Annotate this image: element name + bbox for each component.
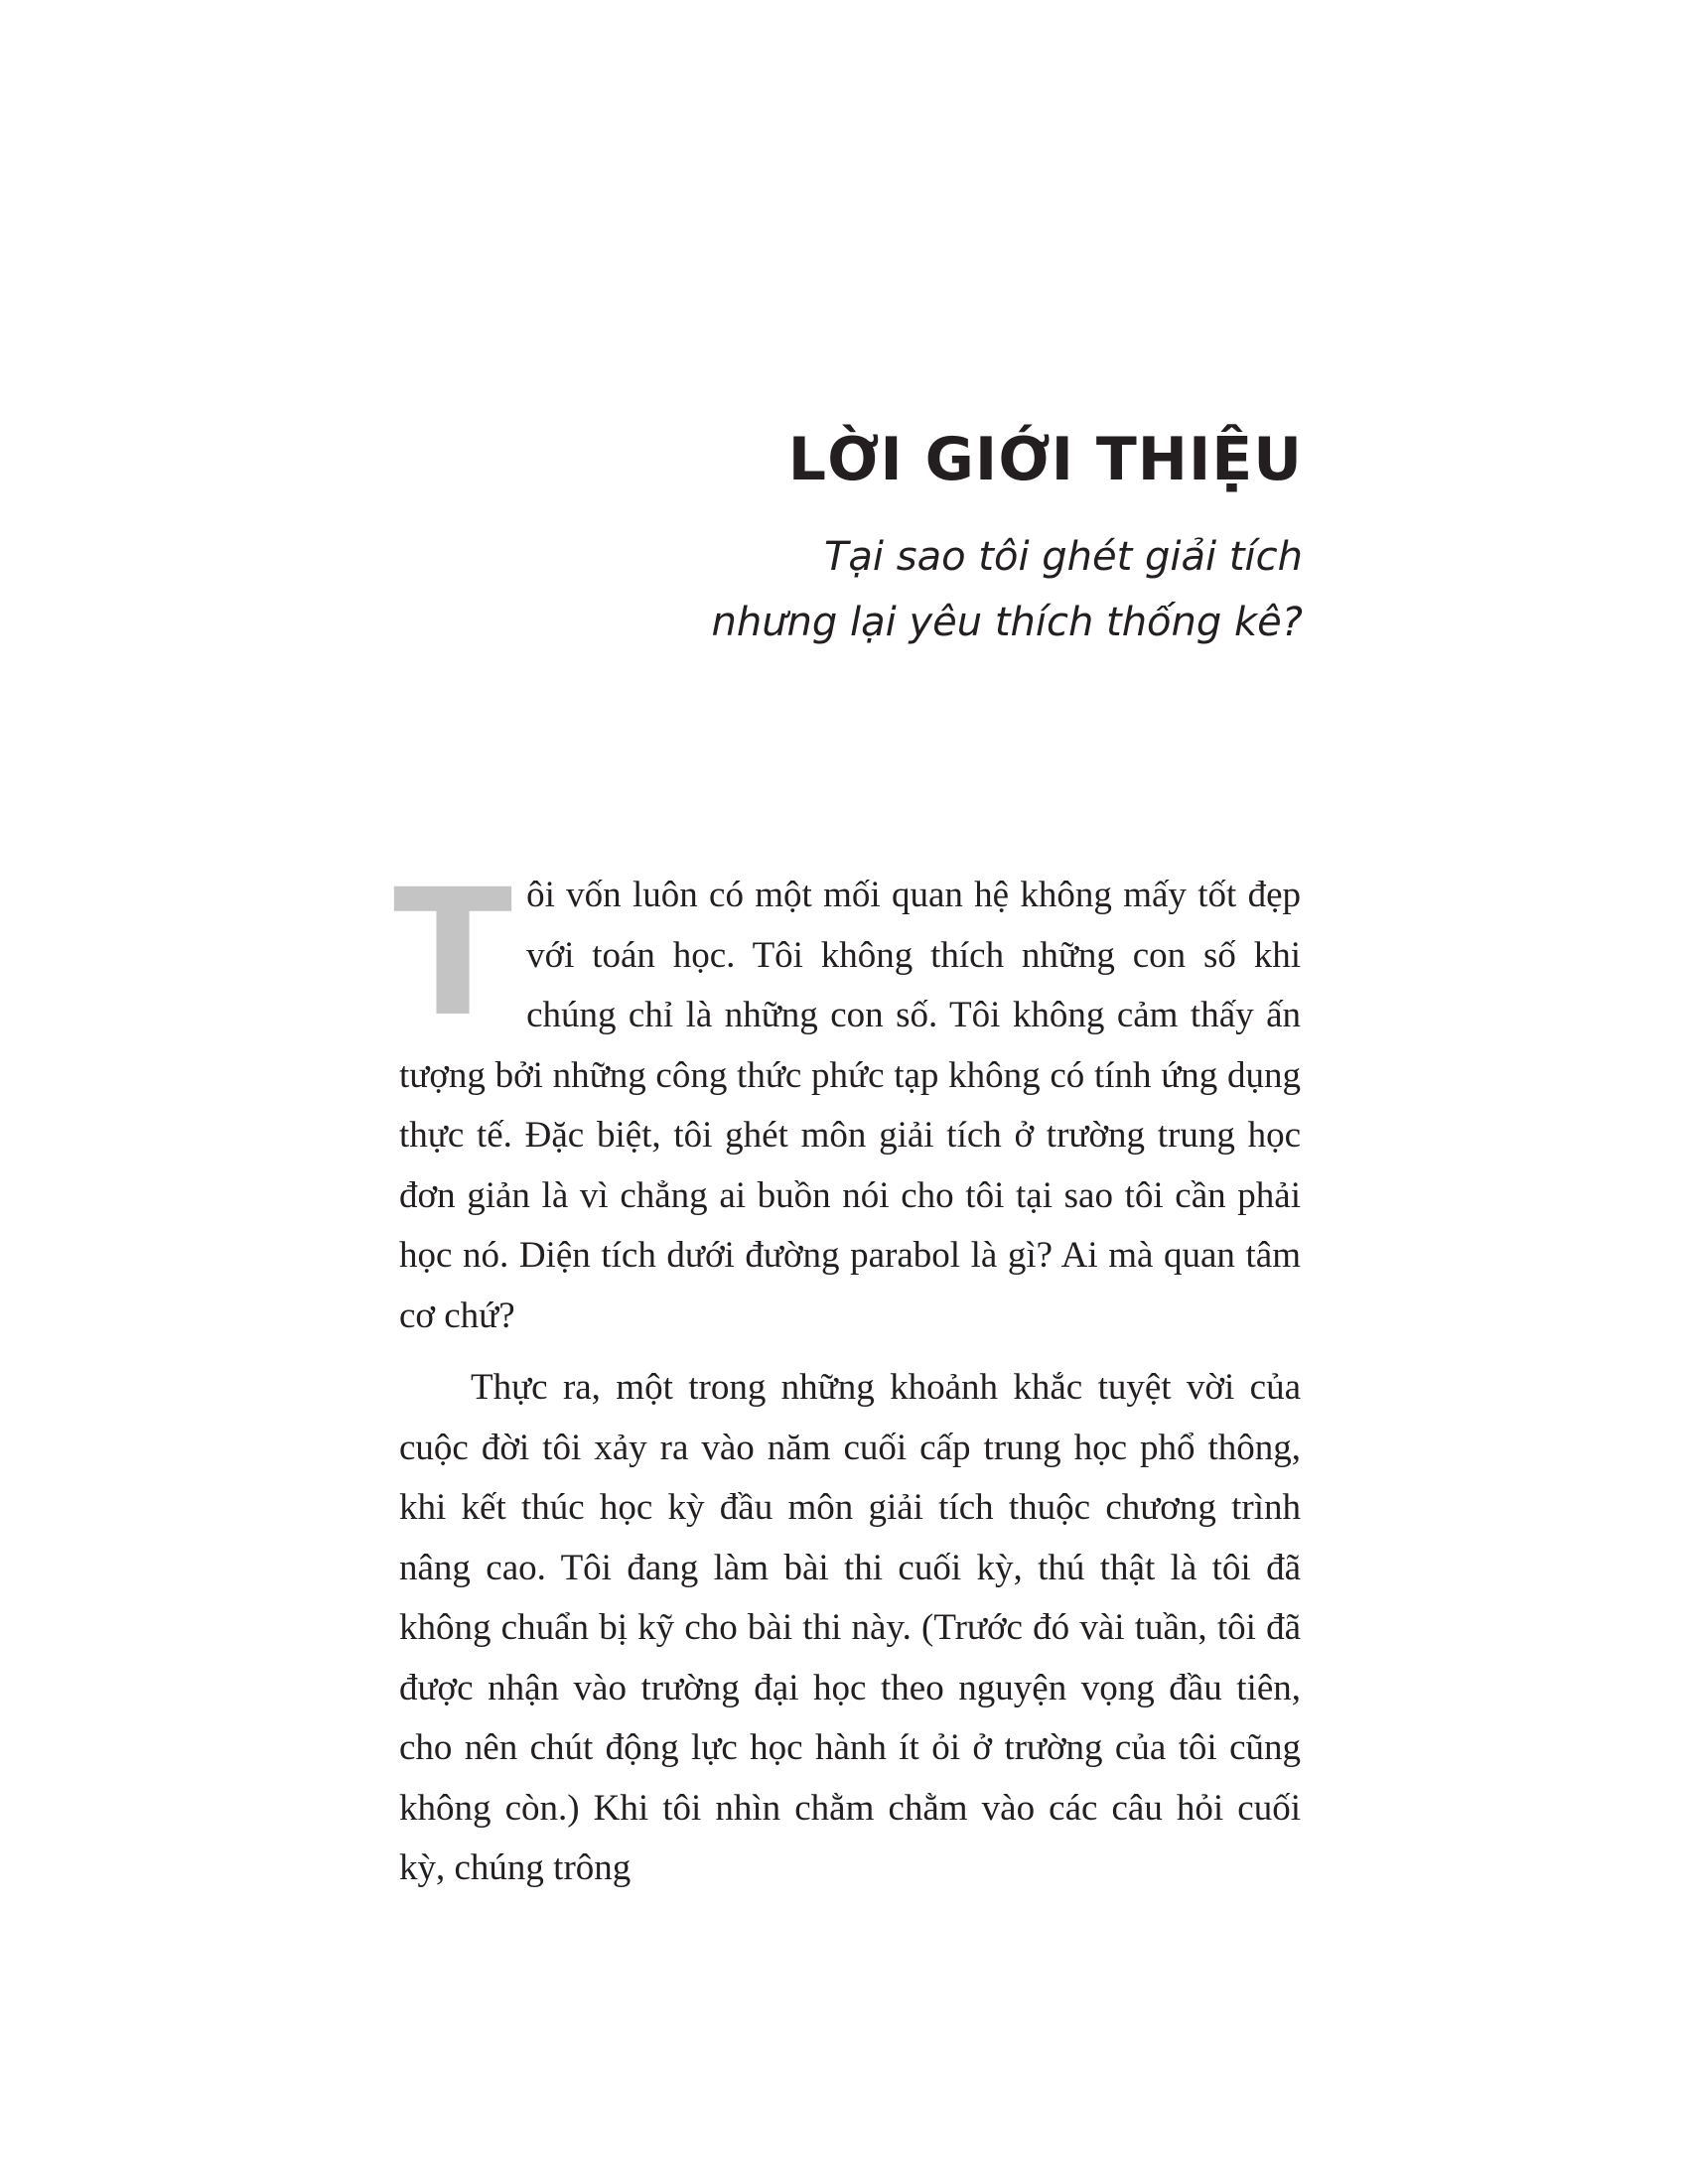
chapter-title: LỜI GIỚI THIỆU bbox=[787, 425, 1303, 494]
chapter-subtitle bbox=[712, 524, 1304, 655]
body-text bbox=[393, 852, 1301, 1899]
drop-cap: T bbox=[393, 852, 513, 1055]
subtitle-line-1: Tại sao tôi ghét giải tích bbox=[823, 534, 1303, 580]
paragraph-1 bbox=[393, 852, 1301, 1346]
paragraph-2: Thực ra, một trong những khoảnh khắc tuyệt vời của cuộc đời tôi xảy ra vào năm cuối cấp trung học phổ thông, khi kết thúc học kỳ đầu môn giải tích thuộc chương trình nâng cao. Tôi đang làm bài thi cuối kỳ, thú thật là tôi đã không chuẩn bị kỹ cho bài thi này. (Trước đó vài tuần, tôi đã được nhận vào trường đại học theo nguyện vọng đầu tiên, cho nên chút động lực học hành ít ỏi ở trường của tôi cũng không còn.) Khi tôi nhìn chằm chằm vào các câu hỏi cuối kỳ, chúng trông bbox=[399, 1367, 1301, 1888]
paragraph-1-text: ôi vốn luôn có một mối quan hệ không mấy tốt đẹp với toán học. Tôi không thích những con số khi chúng chỉ là những con số. Tôi không cảm thấy ấn tượng bởi những công thức phức tạp không có tính ứng dụng thực tế. Đặc biệt, tôi ghét môn giải tích ở trường trung học đơn giản là vì chẳng ai buồn nói cho tôi tại sao tôi cần phải học nó. Diện tích dưới đường parabol là gì? Ai mà quan tâm cơ chứ? bbox=[399, 875, 1301, 1336]
subtitle-line-2: nhưng lại yêu thích thống kê? bbox=[711, 600, 1303, 645]
